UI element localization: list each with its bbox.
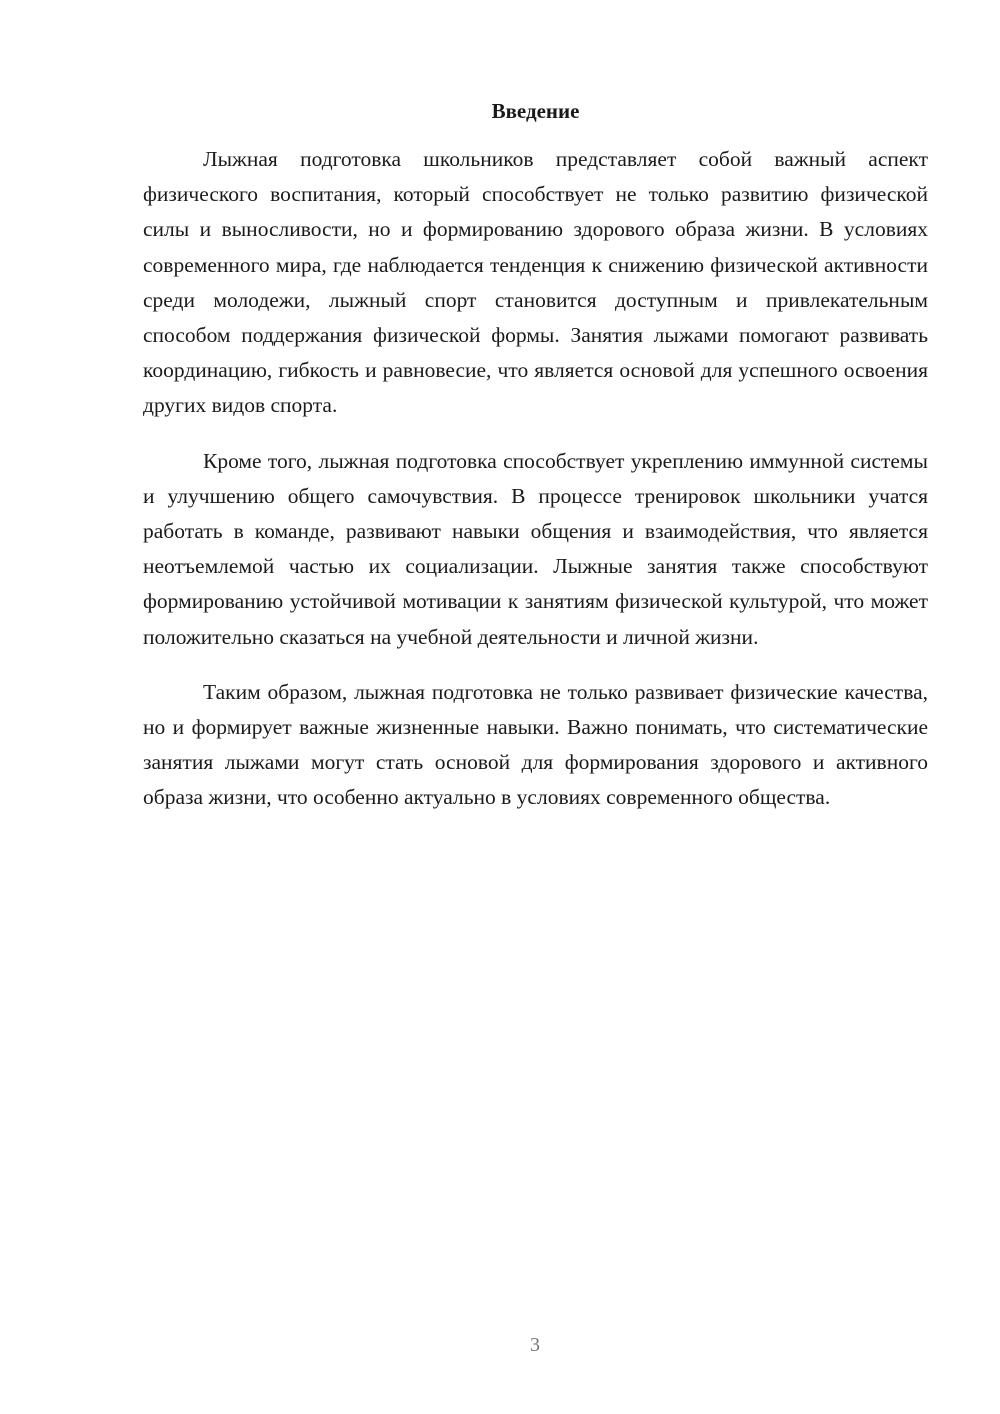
body-text (143, 142, 928, 836)
paragraph-1: Лыжная подготовка школьников представляет собой важный аспект физического воспитания, который способствует не только развитию физической силы и выносливости, но и формированию здорового образа жизни. В условиях современного мира, где наблюдается тенденция к снижению физической активности среди молодежи, лыжный спорт становится доступным и привлекательным способом поддержания физической формы. Занятия лыжами помогают развивать координацию, гибкость и равновесие, что является основой для успешного освоения других видов спорта. (143, 147, 928, 418)
paragraph-2: Кроме того, лыжная подготовка способствует укреплению иммунной системы и улучшению общего самочувствия. В процессе тренировок школьники учатся работать в команде, развивают навыки общения и взаимодействия, что является неотъемлемой частью их социализации. Лыжные занятия также способствуют формированию устойчивой мотивации к занятиям физической культурой, что может положительно сказаться на учебной деятельности и личной жизни. (143, 448, 928, 649)
page-number: 3 (530, 1334, 540, 1356)
paragraph-3: Таким образом, лыжная подготовка не только развивает физические качества, но и формирует важные жизненные навыки. Важно понимать, что систематические занятия лыжами могут стать основой для формирования здорового и активного образа жизни, что особенно актуально в условиях современного общества. (143, 679, 928, 810)
section-heading: Введение (491, 99, 580, 123)
